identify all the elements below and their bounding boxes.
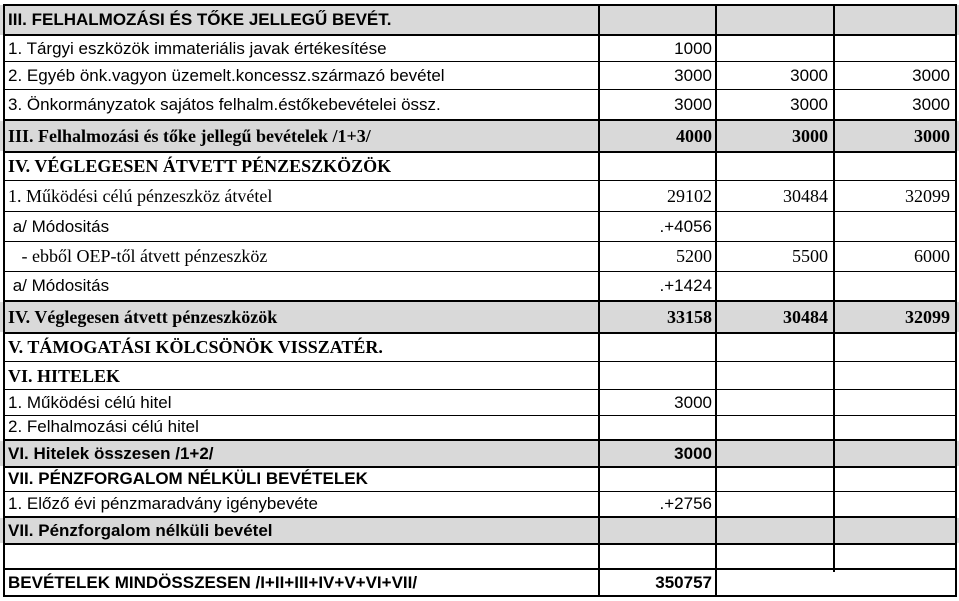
- table-row: [0, 90, 959, 119]
- row-label: 3. Önkormányzatok sajátos felhalm.éstőkebevételei össz.: [8, 94, 441, 114]
- value-col-3: [834, 415, 954, 439]
- row-label: VI. HITELEK: [8, 365, 121, 386]
- grid-line: [3, 89, 957, 90]
- value-col-2: 30484: [783, 185, 828, 206]
- row-label: 1. Előző évi pénzmaradvány igénybevéte: [8, 493, 318, 513]
- row-label: 1. Tárgyi eszközök immateriális javak értékesítése: [8, 38, 387, 58]
- table-row: [0, 212, 959, 241]
- value-col-1: 33158: [667, 306, 712, 327]
- grid-line: [3, 300, 957, 302]
- grid-line: [3, 332, 957, 334]
- value-col-1: [600, 5, 714, 35]
- value-col-3: [834, 152, 954, 180]
- table-row: [0, 271, 959, 300]
- row-label: BEVÉTELEK MINDÖSSZESEN /I+II+III+IV+V+VI+VII/: [8, 573, 418, 592]
- value-col-2: [716, 544, 832, 568]
- value-col-1: 29102: [667, 185, 712, 206]
- grid-line: [3, 466, 957, 468]
- table-row: [0, 518, 959, 543]
- value-col-3: 32099: [905, 185, 950, 206]
- value-col-2: 5500: [792, 245, 828, 266]
- row-label: IV. VÉGLEGESEN ÁTVETT PÉNZESZKÖZÖK: [8, 155, 392, 176]
- value-col-3: [834, 570, 954, 596]
- grid-line: [3, 34, 957, 36]
- value-col-2: [716, 271, 832, 300]
- grid-line: [3, 180, 957, 181]
- value-col-1: [600, 467, 714, 491]
- value-col-3: 3000: [914, 125, 950, 146]
- table-row: [0, 181, 959, 211]
- value-col-3: [834, 362, 954, 390]
- value-col-2: [716, 570, 832, 596]
- grid-line: [3, 151, 957, 153]
- grid-line: [3, 595, 957, 597]
- table-row: [0, 441, 959, 466]
- value-col-1: 3000: [674, 66, 712, 85]
- grid-line: [3, 271, 957, 272]
- value-col-2: [716, 152, 832, 180]
- grid-line: [3, 516, 957, 518]
- value-col-1: 3000: [674, 94, 712, 114]
- value-col-3: [834, 390, 954, 415]
- value-col-2: 3000: [790, 66, 828, 85]
- grid-line: [3, 415, 957, 416]
- grid-line: [3, 61, 957, 62]
- value-col-1: .+4056: [659, 216, 712, 236]
- value-col-3: [834, 212, 954, 241]
- row-label: 2. Egyéb önk.vagyon üzemelt.koncessz.származó bevétel: [8, 66, 445, 85]
- grid-line: [3, 568, 957, 570]
- table-row: [0, 570, 959, 596]
- value-col-1: 350757: [655, 573, 712, 592]
- row-label: IV. Véglegesen átvett pénzeszközök: [8, 306, 278, 327]
- table-row: [0, 390, 959, 415]
- value-col-3: [834, 5, 954, 35]
- row-label: III. FELHALMOZÁSI ÉS TŐKE JELLEGŰ BEVÉT.: [8, 10, 392, 29]
- table-row: [0, 491, 959, 516]
- value-col-3: [834, 518, 954, 543]
- value-col-2: [716, 333, 832, 361]
- row-label: VI. Hitelek összesen /1+2/: [8, 443, 214, 463]
- row-label: a/ Módositás: [8, 275, 110, 295]
- grid-line: [3, 211, 957, 212]
- value-col-1: [600, 152, 714, 180]
- value-col-1: 1000: [674, 38, 712, 58]
- value-col-2: 3000: [790, 94, 828, 114]
- value-col-2: 3000: [792, 125, 828, 146]
- value-col-3: 32099: [905, 306, 950, 327]
- value-col-2: 30484: [783, 306, 828, 327]
- row-label: III. Felhalmozási és tőke jellegű bevételek /1+3/: [8, 125, 371, 146]
- row-label: 2. Felhalmozási célú hitel: [8, 417, 199, 436]
- table-row: [0, 152, 959, 180]
- value-col-3: [834, 544, 954, 568]
- grid-line: [3, 491, 957, 492]
- grid-line: [3, 4, 957, 6]
- value-col-2: [716, 362, 832, 390]
- table-row: [0, 121, 959, 151]
- value-col-3: [834, 441, 954, 466]
- value-col-1: 4000: [676, 125, 712, 146]
- value-col-2: [716, 390, 832, 415]
- value-col-3: 3000: [912, 94, 950, 114]
- value-col-2: [716, 491, 832, 516]
- row-label: - ebből OEP-től átvett pénzeszköz: [8, 245, 268, 266]
- table-row: [0, 333, 959, 361]
- value-col-3: [834, 271, 954, 300]
- row-label: VII. PÉNZFORGALOM NÉLKÜLI BEVÉTELEK: [8, 469, 368, 488]
- row-label: VII. Pénzforgalom nélküli bevétel: [8, 520, 273, 540]
- value-col-3: 3000: [912, 66, 950, 85]
- value-col-2: [716, 35, 832, 62]
- value-col-3: [834, 333, 954, 361]
- table-row: [0, 62, 959, 90]
- value-col-2: [716, 212, 832, 241]
- value-col-2: [716, 5, 832, 35]
- value-col-1: [600, 415, 714, 439]
- value-col-1: [600, 544, 714, 568]
- value-col-1: 3000: [674, 392, 712, 412]
- row-label: V. TÁMOGATÁSI KÖLCSÖNÖK VISSZATÉR.: [8, 336, 383, 357]
- table-row: [0, 302, 959, 332]
- row-label: [4, 544, 614, 568]
- table-row: [0, 362, 959, 390]
- value-col-2: [716, 518, 832, 543]
- row-label: a/ Módositás: [8, 216, 110, 236]
- value-col-3: 6000: [914, 245, 950, 266]
- value-col-2: [716, 467, 832, 491]
- value-col-1: 3000: [674, 443, 712, 463]
- grid-line: [3, 543, 957, 545]
- value-col-1: .+2756: [659, 493, 712, 513]
- value-col-2: [716, 441, 832, 466]
- value-col-3: [834, 491, 954, 516]
- grid-line: [3, 389, 957, 390]
- value-col-1: [600, 518, 714, 543]
- row-label: 1. Működési célú pénzeszköz átvétel: [8, 185, 273, 206]
- value-col-1: .+1424: [659, 275, 712, 295]
- value-col-3: [834, 35, 954, 62]
- grid-line: [3, 241, 957, 242]
- table-row: [0, 415, 959, 439]
- table-row: [0, 467, 959, 491]
- value-col-3: [834, 467, 954, 491]
- table-row: [0, 35, 959, 62]
- row-label: 1. Működési célú hitel: [8, 392, 172, 412]
- grid-line: [3, 439, 957, 441]
- grid-line: [3, 361, 957, 362]
- table-row: [0, 241, 959, 271]
- value-col-2: [716, 415, 832, 439]
- grid-line: [3, 119, 957, 121]
- value-col-1: [600, 362, 714, 390]
- value-col-1: 5200: [676, 245, 712, 266]
- table-row: [0, 544, 959, 568]
- value-col-1: [600, 333, 714, 361]
- table-row: [0, 5, 959, 35]
